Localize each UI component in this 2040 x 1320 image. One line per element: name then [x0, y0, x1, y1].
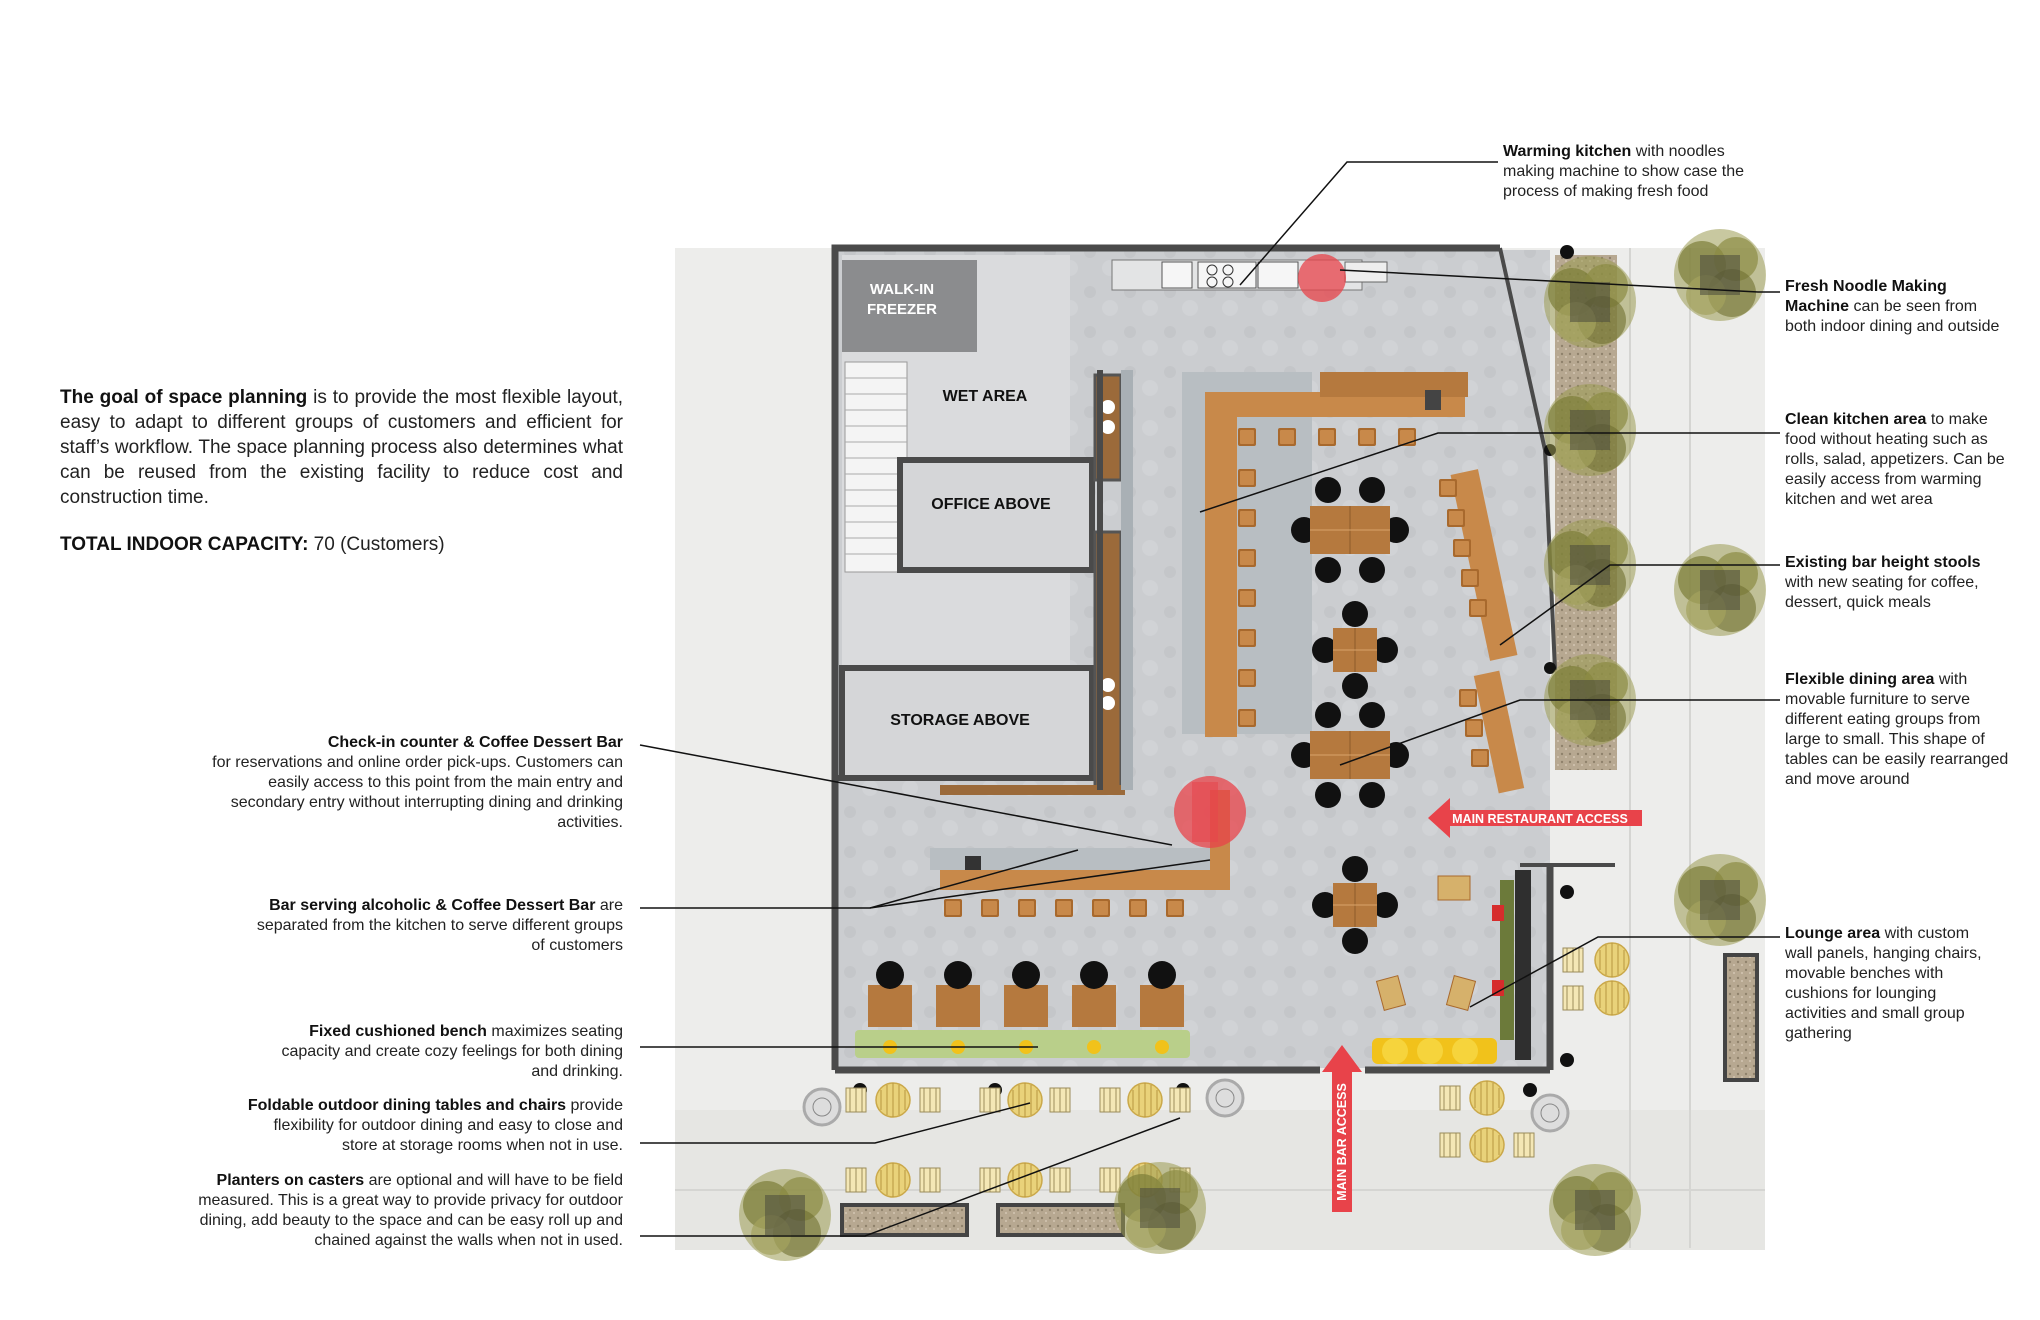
- callout-check-in-counter: [210, 733, 623, 833]
- callout-lounge-area: [1785, 924, 2000, 1044]
- callout-fixed-bench-title: Fixed cushioned bench: [309, 1023, 487, 1040]
- intro-goal: [60, 385, 623, 510]
- callout-planters: [195, 1171, 623, 1251]
- callout-bar-stools-text: with new seating for coffee, dessert, quick meals: [1785, 574, 1979, 611]
- intro-goal-text: is to provide the most flexible layout, easy to adapt to different groups of customers and efficient for staff’s workflow. The space planning process also determines what can be reused from the existing facility to reduce cost and construction time.: [60, 387, 623, 508]
- callout-warming-kitchen-text: with noodles making machine to show case the process of making fresh food: [1503, 143, 1745, 200]
- callout-planters-text: are optional and will have to be field measured. This is a great way to provide privacy for outdoor dining, add beauty to the space and can be easy roll up and chained against the walls when not in used.: [198, 1172, 623, 1249]
- callout-outdoor-dining: [235, 1096, 623, 1156]
- wet-area-label: WET AREA: [942, 388, 1028, 405]
- planter-box: [1725, 955, 1757, 1080]
- callout-outdoor-dining-text: provide flexibility for outdoor dining and easy to close and store at storage rooms when not in use.: [273, 1097, 623, 1154]
- callout-bar-serving: [240, 896, 623, 956]
- intro-goal-bold: The goal of space planning: [60, 387, 308, 408]
- callout-flexible-dining-title: Flexible dining area: [1785, 671, 1935, 688]
- callout-check-in-counter-title: Check-in counter & Coffee Dessert Bar: [327, 734, 623, 751]
- office-above-label: OFFICE ABOVE: [931, 496, 1051, 513]
- total-capacity: [60, 532, 623, 557]
- total-capacity-bold: TOTAL INDOOR CAPACITY:: [60, 534, 309, 555]
- freezer-label-1: WALK-IN: [869, 281, 935, 298]
- callout-outdoor-dining-title: Foldable outdoor dining tables and chairs: [247, 1097, 567, 1114]
- office-above-room: [900, 460, 1092, 570]
- storage-above-label: STORAGE ABOVE: [890, 712, 1030, 729]
- callout-planters-title: Planters on casters: [216, 1172, 365, 1189]
- callout-clean-kitchen-title: Clean kitchen area: [1785, 411, 1927, 428]
- callout-flexible-dining: [1785, 670, 2010, 790]
- callout-lounge-area-title: Lounge area: [1785, 925, 1881, 942]
- callout-bar-serving-text: are separated from the kitchen to serve different groups of customers: [256, 897, 623, 954]
- callout-clean-kitchen-text: to make food without heating such as rolls, salad, appetizers. Can be easily access from warming kitchen and wet area: [1785, 411, 2005, 508]
- callout-clean-kitchen: [1785, 410, 2020, 510]
- callout-noodle-machine-text: can be seen from both indoor dining and outside: [1785, 298, 2000, 335]
- callout-fixed-bench-text: maximizes seating capacity and create cozy feelings for both dining and drinking.: [281, 1023, 623, 1080]
- callout-noodle-machine: [1785, 277, 2000, 337]
- main-restaurant-access-label: MAIN RESTAURANT ACCESS: [1452, 812, 1628, 826]
- callout-lounge-area-text: with custom wall panels, hanging chairs, movable benches with cushions for lounging activities and small group gathering: [1785, 925, 1982, 1042]
- total-capacity-text: 70 (Customers): [308, 534, 445, 555]
- callout-fixed-bench: [280, 1022, 623, 1082]
- callout-bar-serving-title: Bar serving alcoholic & Coffee Dessert Bar: [269, 897, 596, 914]
- callout-flexible-dining-text: with movable furniture to serve different eating groups from large to small. This shape of tables can be easily rearranged and move around: [1785, 671, 2009, 788]
- main-bar-access-label: MAIN BAR ACCESS: [1335, 1083, 1349, 1201]
- callout-noodle-machine-title: Fresh Noodle Making Machine: [1785, 278, 1947, 315]
- callout-bar-stools: [1785, 553, 2010, 613]
- callout-bar-stools-title: Existing bar height stools: [1785, 554, 1981, 571]
- freezer-label-2: FREEZER: [866, 301, 938, 318]
- noodle-machine-marker: [1298, 254, 1346, 302]
- callout-warming-kitchen: [1503, 142, 1765, 202]
- callout-warming-kitchen-title: Warming kitchen: [1503, 143, 1632, 160]
- callout-check-in-counter-text: for reservations and online order pick-ups. Customers can easily access to this point from the main entry and secondary entry without interrupting dining and drinking activities.: [212, 754, 623, 831]
